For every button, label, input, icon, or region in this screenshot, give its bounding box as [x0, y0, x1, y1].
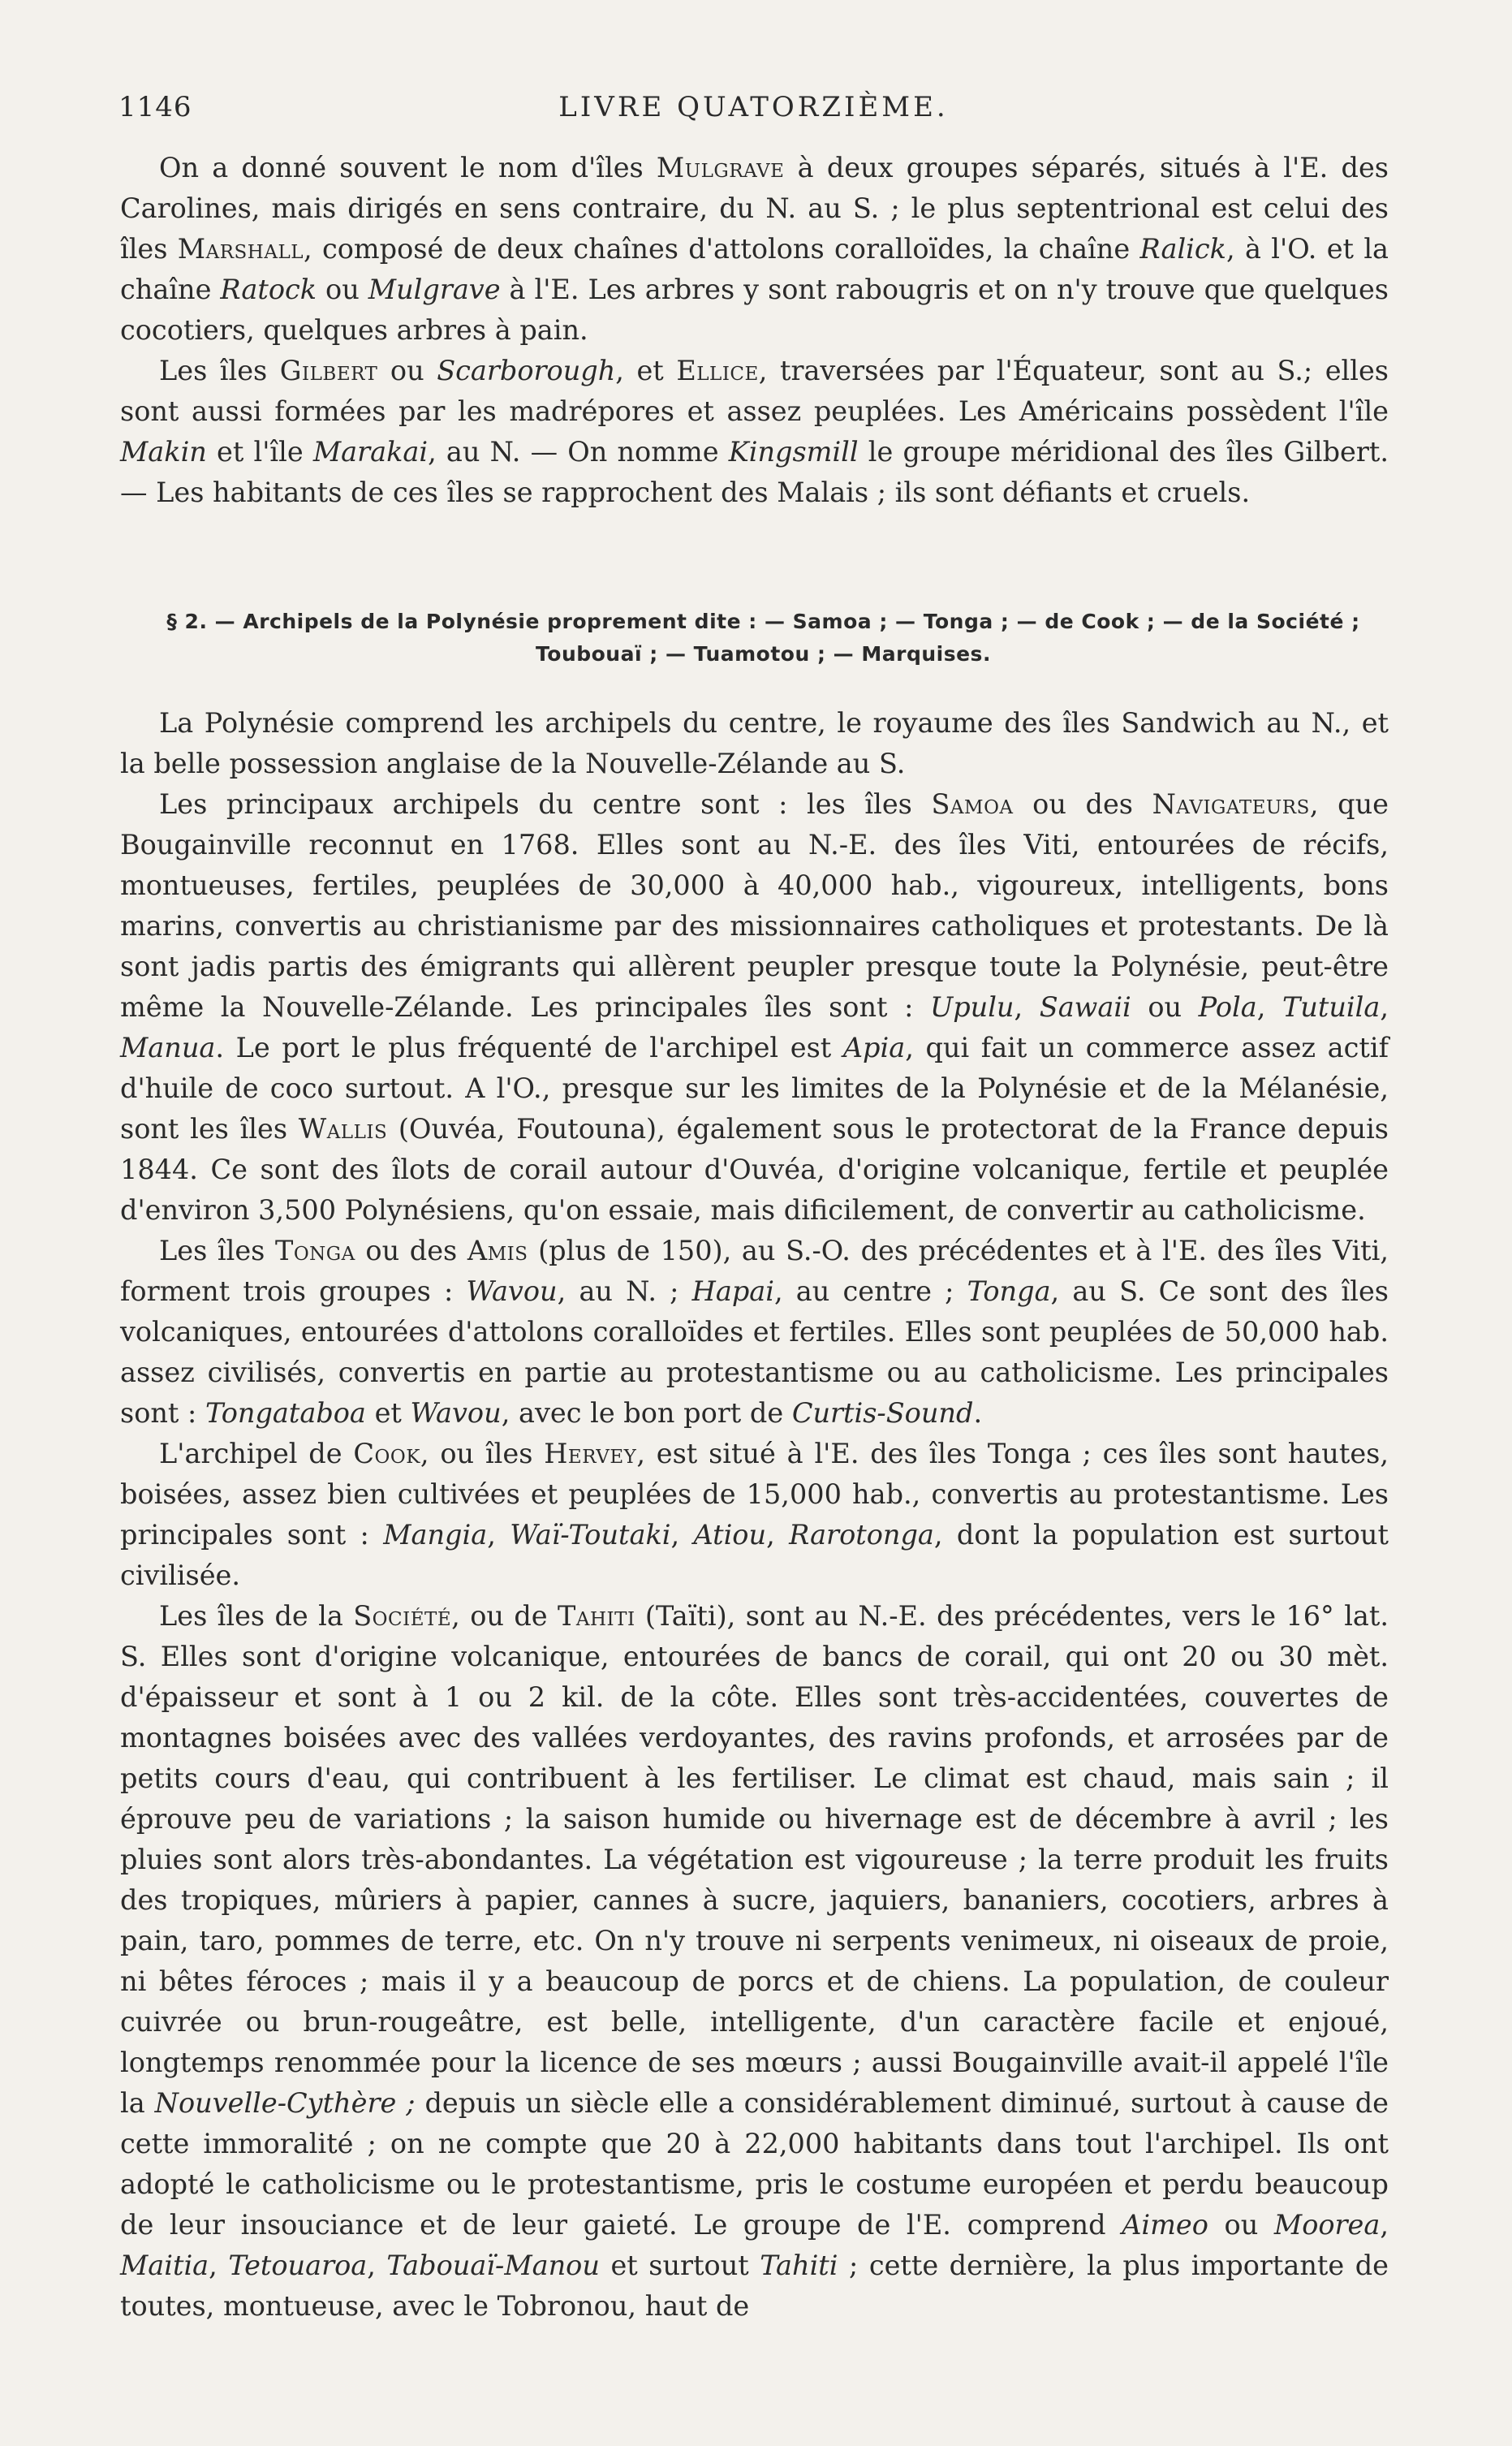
section-heading	[143, 606, 1384, 671]
italic-term: Makin	[120, 436, 207, 468]
italic-term: Manua	[120, 1032, 216, 1063]
paragraph	[120, 703, 1389, 784]
paragraph	[120, 1231, 1389, 1434]
text-run: ou des	[355, 1235, 467, 1266]
text-run: ou des	[1013, 788, 1152, 820]
paragraph	[120, 148, 1389, 351]
section-heading-line-2: Toubouaï ; — Tuamotou ; — Marquises.	[536, 642, 991, 666]
italic-term: Upulu	[929, 991, 1014, 1023]
italic-term: Kingsmill	[728, 436, 859, 468]
text-run: , au N. — On nomme	[428, 436, 729, 468]
italic-term: Wavou	[410, 1397, 502, 1429]
text-run: , avec le bon port de	[501, 1397, 792, 1429]
running-title: LIVRE QUATORZIÈME.	[558, 91, 949, 123]
proper-name: Ellice	[676, 355, 759, 386]
text-run: le groupe méridional des îles Gilbert. — Les habitants de ces îles se rapprochent des Malais ; ils sont défiants et cruels.	[120, 436, 1389, 508]
text-run: ,	[1014, 991, 1040, 1023]
paragraph	[120, 351, 1389, 513]
text-run: Les principaux archipels du centre sont : les îles	[159, 788, 932, 820]
paragraph	[120, 784, 1389, 1231]
text-run: ,	[209, 2250, 229, 2281]
text-run: , que Bougainville reconnut en 1768. Elles sont au N.-E. des îles Viti, entourées de récifs, montueuses, fertiles, peuplées de 30,000 à 40,000 hab., vigoureux, intelligents, bons marins, convertis au christianisme par des missionnaires catholiques et protestants. De là sont jadis partis des émigrants qui allèrent peupler presque toute la Polynésie, peut-être même la Nouvelle-Zélande. Les principales îles sont :	[120, 788, 1389, 1023]
proper-name: Marshall	[177, 233, 304, 265]
italic-term: Waï-Toutaki	[510, 1519, 671, 1551]
section-heading-line-1: § 2. — Archipels de la Polynésie proprement dite : — Samoa ; — Tonga ; — de Cook ; — de la Société ;	[166, 610, 1360, 633]
italic-term: Ralick	[1139, 233, 1226, 265]
page-number: 1146	[118, 91, 192, 123]
italic-term: Mulgrave	[368, 274, 501, 305]
italic-term: Tutuila	[1282, 991, 1381, 1023]
text-run: et	[365, 1397, 411, 1429]
proper-name: Société	[353, 1600, 452, 1632]
italic-term: Tabouaï-Manou	[386, 2250, 600, 2281]
italic-term: Apia	[842, 1032, 906, 1063]
text-run: , qui fait un commerce assez actif d'huile de coco surtout. A l'O., presque sur les limites de la Polynésie et de la Mélanésie, sont les îles	[120, 1032, 1389, 1145]
text-run: depuis un siècle elle a considérablement diminué, surtout à cause de cette immoralité ; on ne compte que 20 à 22,000 habitants dans tout l'archipel. Ils ont adopté le catholicisme ou le protestantisme, pris le costume européen et perdu beaucoup de leur insouciance et de leur gaieté. Le groupe de l'E. comprend	[120, 2087, 1389, 2241]
text-run: ,	[487, 1519, 510, 1551]
italic-term: Curtis-Sound	[791, 1397, 974, 1429]
text-run: Les îles	[159, 1235, 275, 1266]
italic-term: Mangia	[383, 1519, 488, 1551]
text-run: , traversées par l'Équateur, sont au S.; elles sont aussi formées par les madrépores et assez peuplées. Les Américains possèdent l'île	[120, 355, 1389, 427]
italic-term: Tetouaroa	[228, 2250, 368, 2281]
italic-term: Maitia	[120, 2250, 209, 2281]
text-run: , ou de	[451, 1600, 558, 1632]
text-run: ,	[670, 1519, 694, 1551]
text-run: ,	[1380, 2209, 1389, 2241]
text-run: , à l'O. et la chaîne	[120, 233, 1389, 305]
text-run: La Polynésie comprend les archipels du centre, le royaume des îles Sandwich au N., et la belle possession anglaise de la Nouvelle-Zélande au S.	[120, 707, 1389, 779]
proper-name: Amis	[467, 1235, 528, 1266]
proper-name: Samoa	[931, 788, 1014, 820]
text-run: On a donné souvent le nom d'îles	[159, 152, 657, 183]
italic-term: Ratock	[220, 274, 317, 305]
main-text-block	[120, 703, 1389, 2327]
italic-term: Sawaii	[1039, 991, 1131, 1023]
text-run: , dont la population est surtout civilisée.	[120, 1519, 1389, 1591]
text-run: ,	[1380, 991, 1389, 1023]
text-run: et surtout	[599, 2250, 760, 2281]
text-run: ,	[367, 2250, 387, 2281]
text-run: L'archipel de	[159, 1438, 354, 1469]
text-run: .	[973, 1397, 983, 1429]
text-run: , est situé à l'E. des îles Tonga ; ces îles sont hautes, boisées, assez bien cultivées et peuplées de 15,000 hab., convertis au protestantisme. Les principales sont :	[120, 1438, 1389, 1551]
page-header	[118, 91, 1389, 132]
proper-name: Tonga	[274, 1235, 355, 1266]
italic-term: Marakai	[312, 436, 429, 468]
text-run: (Ouvéa, Foutouna), également sous le protectorat de la France depuis 1844. Ce sont des îlots de corail autour d'Ouvéa, d'origine volcanique, fertile et peuplée d'environ 3,500 Polynésiens, qu'on essaie, mais dificilement, de convertir au catholicisme.	[120, 1113, 1389, 1226]
text-run: ou	[1131, 991, 1199, 1023]
paragraph	[120, 1434, 1389, 1596]
text-run: , au S. Ce sont des îles volcaniques, entourées d'attolons coralloïdes et fertiles. Elles sont peuplées de 50,000 hab. assez civilisés, convertis en partie au protestantisme ou au catholicisme. Les principales sont :	[120, 1275, 1389, 1429]
italic-term: Tahiti	[760, 2250, 838, 2281]
top-text-block	[120, 148, 1389, 513]
italic-term: Pola	[1198, 991, 1257, 1023]
text-run: ; cette dernière, la plus importante de toutes, montueuse, avec le Tobronou, haut de	[120, 2250, 1389, 2322]
text-run: Les îles	[159, 355, 280, 386]
text-run: , au N. ;	[557, 1275, 692, 1307]
text-run: Les îles de la	[159, 1600, 354, 1632]
proper-name: Cook	[353, 1438, 420, 1469]
text-run: , composé de deux chaînes d'attolons coralloïdes, la chaîne	[304, 233, 1140, 265]
text-run: à deux groupes séparés, situés à l'E. des Carolines, mais dirigés en sens contraire, du N. au S. ; le plus septentrional est celui des îles	[120, 152, 1389, 265]
italic-term: Hapai	[691, 1275, 774, 1307]
proper-name: Mulgrave	[656, 152, 785, 183]
italic-term: Wavou	[466, 1275, 558, 1307]
paragraph	[120, 1596, 1389, 2327]
italic-term: Atiou	[693, 1519, 767, 1551]
text-run: . Le port le plus fréquenté de l'archipel est	[215, 1032, 843, 1063]
text-run: (plus de 150), au S.-O. des précédentes et à l'E. des îles Viti, forment trois groupes :	[120, 1235, 1389, 1307]
proper-name: Gilbert	[279, 355, 378, 386]
text-run: à l'E. Les arbres y sont rabougris et on n'y trouve que quelques cocotiers, quelques arbres à pain.	[120, 274, 1389, 346]
text-run: ou	[1208, 2209, 1274, 2241]
italic-term: Rarotonga	[789, 1519, 934, 1551]
italic-term: Scarborough	[437, 355, 616, 386]
text-run: , et	[615, 355, 677, 386]
italic-term: Tonga	[967, 1275, 1051, 1307]
italic-term: Nouvelle-Cythère ;	[154, 2087, 416, 2119]
text-run: ,	[1256, 991, 1282, 1023]
proper-name: Hervey	[544, 1438, 637, 1469]
text-run: ou	[317, 274, 368, 305]
proper-name: Navigateurs	[1152, 788, 1310, 820]
text-run: ou	[377, 355, 437, 386]
italic-term: Aimeo	[1122, 2209, 1208, 2241]
text-run: , ou îles	[420, 1438, 545, 1469]
text-run: et l'île	[206, 436, 313, 468]
text-run: , au centre ;	[773, 1275, 967, 1307]
proper-name: Tahiti	[558, 1600, 635, 1632]
text-run: ,	[766, 1519, 790, 1551]
italic-term: Moorea	[1273, 2209, 1381, 2241]
text-run: (Taïti), sont au N.-E. des précédentes, vers le 16° lat. S. Elles sont d'origine volcanique, entourées de bancs de corail, qui ont 20 ou 30 mèt. d'épaisseur et sont à 1 ou 2 kil. de la côte. Elles sont très-accidentées, couvertes de montagnes boisées avec des vallées verdoyantes, des ravins profonds, et arrosées par de petits cours d'eau, qui contribuent à les fertiliser. Le climat est chaud, mais sain ; il éprouve peu de variations ; la saison humide ou hivernage est de décembre à avril ; les pluies sont alors très-abondantes. La végétation est vigoureuse ; la terre produit les fruits des tropiques, mûriers à papier, cannes à sucre, jaquiers, bananiers, cocotiers, arbres à pain, taro, pommes de terre, etc. On n'y trouve ni serpents venimeux, ni oiseaux de proie, ni bêtes féroces ; mais il y a beaucoup de porcs et de chiens. La population, de couleur cuivrée ou brun-rougeâtre, est belle, intelligente, d'un caractère facile et enjoué, longtemps renommée pour la licence de ses mœurs ; aussi Bougainville avait-il appelé l'île la	[120, 1600, 1389, 2119]
proper-name: Wallis	[298, 1113, 388, 1145]
italic-term: Tongataboa	[205, 1397, 366, 1429]
